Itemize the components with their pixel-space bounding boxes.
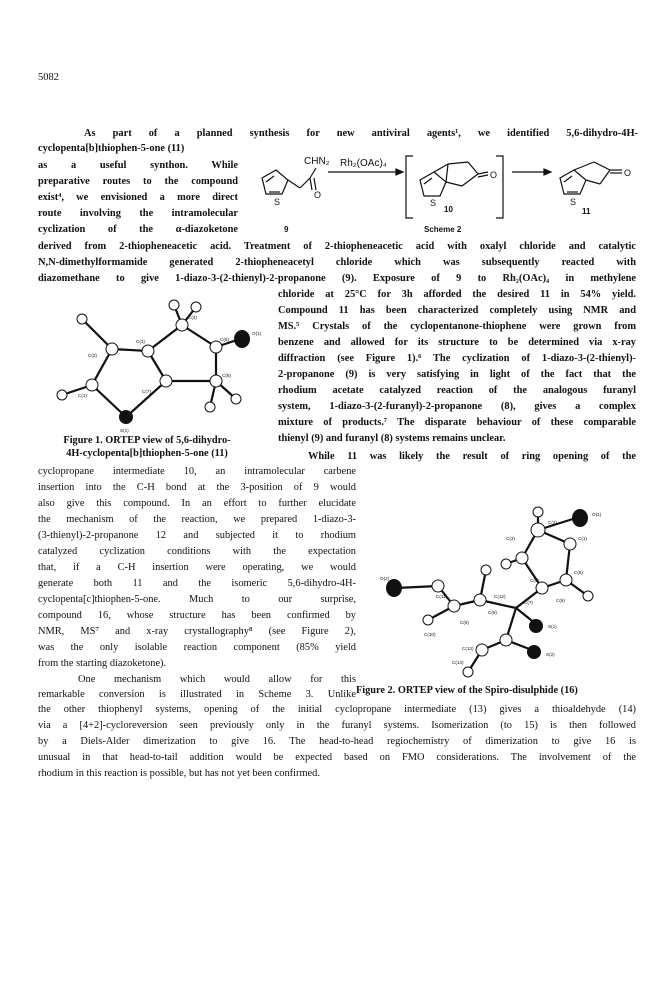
intro-line-1: As part of a planned synthesis for new antiviral agents¹, we identified 5,6-dihydro-4H- [84,128,638,139]
right-col-line-3: MS.⁵ Crystals of the cyclopentanone-thiophene were grown from [278,321,636,332]
para2-line-4: unusual in that head-to-tail addition would be expected based on FMO considerations. The involvement of the [38,752,636,763]
figure-2-ortep [356,500,626,680]
fig2-atom-o1: O(1) [592,512,602,517]
scheme-2-title: Scheme 2 [424,225,462,234]
fig2-atom-c7: C(7) [524,600,533,605]
fig1-atom-c3: C(3) [136,339,145,344]
atom-o-9: O [314,190,322,200]
intro-line-5: exist⁴, we envisioned a more direct [38,192,238,203]
right-col-line-2: Compound 11 has been characterized completely using NMR and [278,305,636,316]
left-col-line-9: cyclopenta[c]thiophen-5-one. Much to our surprise, [38,594,356,605]
left-col-line-4: the mechanism of the reaction, we prepared 1-diazo-3- [38,514,356,525]
fig2-atom-c3: C(3) [506,536,515,541]
right-col-line-10: thienyl (9) and furanyl (8) systems remains unclear. [278,433,506,444]
para2-line-1: the other thiophenyl systems, opening of the initial cyclopropane intermediate (13) gives a thioaldehyde (14) [38,704,636,715]
fig1-atom-c6: C(6) [222,373,231,378]
left-col-line-15: remarkable conversion is illustrated in Scheme 3. Unlike [38,689,356,700]
intro-line-3: as a useful synthon. While [38,160,238,171]
atom-s-9: S [274,197,281,207]
fig1-atom-c1: C(1) [78,393,87,398]
left-col-line-5: (3-thienyl)-2-propanone 12 and subjected it to rhodium [38,530,356,541]
left-col-line-11: NMR, MS⁷ and x-ray crystallography⁸ (see Figure 2), [38,626,356,637]
atom-s-10: S [430,198,437,208]
para2-line-3: by a Diels-Alder dimerization to give 16. The head-to-head regiochemistry of dimerization to give 16 is [38,736,636,747]
fig2-atom-c12: C(12) [494,594,506,599]
figure-2-caption: Figure 2. ORTEP view of the Spiro-disulphide (16) [356,685,578,696]
figure-1-caption-line-1: Figure 1. ORTEP view of 5,6-dihydro- [63,435,231,446]
right-col-line-11: While 11 was likely the result of ring opening of the [308,451,636,462]
compound-11-label: 11 [582,207,591,216]
reagent-label: Rh₂(OAc)₄ [340,158,387,169]
right-col-line-4: benzene and allowed for its structure to be determined via x-ray [278,337,636,348]
left-col-line-13: from the starting diazoketone). [38,658,167,669]
left-col-line-6: catalyzed cyclization conditions with the expectation [38,546,356,557]
left-col-line-2: insertion into the C-H bond at the 3-position of 9 would [38,482,356,493]
compound-9-label: 9 [284,225,289,234]
fig2-atom-c1: C(1) [578,536,587,541]
fig2-atom-s1: S(1) [548,624,557,629]
fig2-atom-c13: C(13) [462,646,474,651]
intro-line-2: cyclopenta[b]thiophen-5-one (11) [38,143,185,154]
fig1-atom-o1: O(1) [252,331,262,336]
intro-line-7: cyclization of the α-diazoketone [38,224,238,235]
left-col-line-10: compound 16, whose structure has been confirmed by [38,610,356,621]
intro-line-4: preparative routes to the compound [38,176,238,187]
left-col-line-7: that, if a C-H insertion were operating, we would [38,562,356,573]
right-col-line-8: system, 1-diazo-3-(2-furanyl)-2-propanone (8), gives a complex [278,401,636,412]
para1-line-1: derived from 2-thiopheneacetic acid. Treatment of 2-thiopheneacetic acid with oxalyl chloride and catalytic [38,241,636,252]
right-col-line-9: mixture of products.⁷ The disparate behaviour of these comparable [278,417,636,428]
fig2-atom-c2: C(2) [548,520,557,525]
para1-line-3: diazomethane to give 1-diazo-3-(2-thienyl)-2-propanone (9). Exposure of 9 to Rh₂(OAc)₄ in methylene [38,273,636,284]
fig2-atom-c14: C(14) [452,660,464,665]
right-col-line-7: rhodium acetate catalyzed reaction of the analogous furanyl [278,385,636,396]
right-col-line-1: chloride at 25°C for 3h afforded the desired 11 in 54% yield. [278,289,636,300]
intro-line-6: route involving the intramolecular [38,208,238,219]
left-col-line-3: also give this compound. In an effort to further elucidate [38,498,356,509]
atom-s-11: S [570,197,577,207]
figure-1-caption-line-2: 4H-cyclopenta[b]thiophen-5-one (11) [66,448,228,459]
left-col-line-8: generate both 11 and the isomeric 5,6-dihydro-4H- [38,578,356,589]
right-col-line-6: 2-propanone (9) is very satisfying in light of the fact that the [278,369,636,380]
right-col-line-5: diffraction (see Figure 1).⁶ The cyclization of 1-diazo-3-(2-thienyl)- [278,353,636,364]
figure-1-ortep [40,289,260,434]
page-number: 5082 [38,72,59,83]
scheme-2-diagram [248,148,668,248]
fig1-atom-s1: S(1) [120,428,129,433]
fig1-atom-c2: C(2) [88,353,97,358]
fig2-atom-s2: S(2) [546,652,555,657]
fig2-atom-o2: O(2) [380,576,390,581]
fig2-atom-c6: C(6) [556,598,565,603]
fig2-atom-c9: C(9) [460,620,469,625]
compound-10-label: 10 [444,205,453,214]
para2-line-2: via a [4+2]-cycloreversion seen previously only in the furanyl systems. Isomerization (to 15) is then followed [38,720,636,731]
fig2-atom-c10: C(10) [424,632,436,637]
left-col-line-14: One mechanism which would allow for this [78,674,356,685]
left-col-line-1: cyclopropane intermediate 10, an intramolecular carbene [38,466,356,477]
atom-o-10: O [490,170,498,180]
fig2-atom-c8: C(8) [488,610,497,615]
diazo-label: CHN₂ [304,156,330,167]
fig2-atom-c5: C(5) [574,570,583,575]
fig1-atom-c5: C(5) [220,337,229,342]
fig2-atom-c11: C(11) [436,594,448,599]
para2-line-5: rhodium in this reaction is possible, but has not yet been confirmed. [38,768,320,779]
left-col-line-12: was the only isolable reaction component (85% yield [38,642,356,653]
fig1-atom-c4: C(4) [188,315,197,320]
para1-line-2: N,N-dimethylformamide generated 2-thiopheneacetyl chloride which was subsequently reacted with [38,257,636,268]
fig1-atom-c7: C(7) [142,389,151,394]
atom-o-11: O [624,168,632,178]
fig2-atom-c4: C(4) [530,578,539,583]
